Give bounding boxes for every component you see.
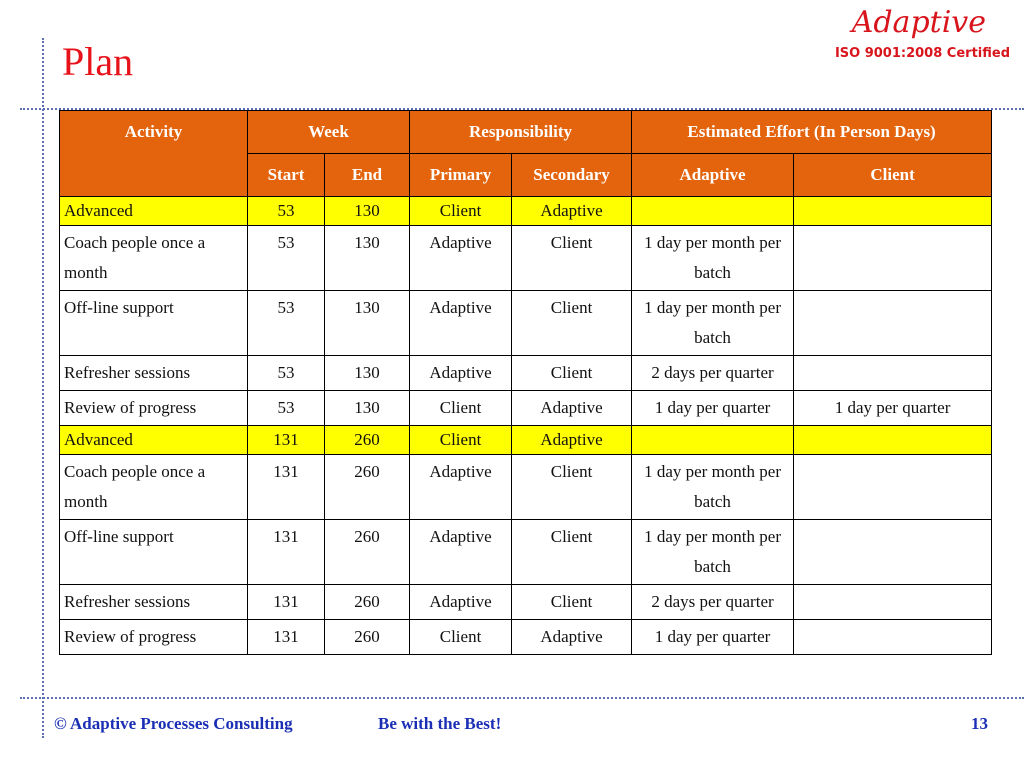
cell-secondary: Client [512, 356, 632, 391]
cell-effort-client [794, 291, 992, 356]
cell-secondary: Adaptive [512, 620, 632, 655]
cell-start: 53 [248, 391, 325, 426]
cell-end: 130 [325, 226, 410, 291]
cell-activity: Coach people once a month [60, 226, 248, 291]
cell-primary: Client [410, 197, 512, 226]
cell-activity: Advanced [60, 426, 248, 455]
cell-effort-adaptive: 2 days per quarter [632, 356, 794, 391]
cell-primary: Adaptive [410, 455, 512, 520]
cell-primary: Adaptive [410, 585, 512, 620]
page-number: 13 [971, 714, 988, 733]
cell-primary: Client [410, 620, 512, 655]
table-row [60, 391, 992, 426]
cell-secondary: Adaptive [512, 426, 632, 455]
cell-primary: Adaptive [410, 291, 512, 356]
cell-end: 260 [325, 455, 410, 520]
table-row [60, 585, 992, 620]
header-row-1 [60, 111, 992, 154]
left-dotted-guide [42, 38, 44, 738]
table-row [60, 356, 992, 391]
cell-secondary: Adaptive [512, 391, 632, 426]
cell-effort-adaptive [632, 426, 794, 455]
cell-start: 131 [248, 455, 325, 520]
cell-secondary: Client [512, 291, 632, 356]
cell-effort-adaptive: 1 day per month per batch [632, 520, 794, 585]
slide-title: Plan [62, 39, 134, 84]
cell-primary: Client [410, 391, 512, 426]
company-logo [835, 4, 1010, 61]
cell-start: 53 [248, 197, 325, 226]
cell-start: 53 [248, 226, 325, 291]
cell-activity: Review of progress [60, 620, 248, 655]
table-row [60, 620, 992, 655]
cell-start: 53 [248, 356, 325, 391]
cell-primary: Adaptive [410, 356, 512, 391]
header-effort-adaptive: Adaptive [632, 154, 794, 197]
cell-effort-client: 1 day per quarter [794, 391, 992, 426]
cell-effort-client [794, 226, 992, 291]
table-row-phase [60, 197, 992, 226]
cell-secondary: Client [512, 226, 632, 291]
cell-effort-adaptive: 1 day per month per batch [632, 291, 794, 356]
cell-primary: Adaptive [410, 226, 512, 291]
cell-effort-adaptive: 1 day per month per batch [632, 455, 794, 520]
cell-end: 260 [325, 426, 410, 455]
cell-effort-adaptive: 1 day per month per batch [632, 226, 794, 291]
header-start: Start [248, 154, 325, 197]
cell-effort-client [794, 585, 992, 620]
cell-effort-client [794, 520, 992, 585]
header-week: Week [248, 111, 410, 154]
plan-table [59, 110, 992, 655]
cell-primary: Client [410, 426, 512, 455]
header-activity: Activity [60, 111, 248, 197]
cell-activity: Coach people once a month [60, 455, 248, 520]
logo-wordmark: Adaptive [851, 5, 986, 40]
cell-activity: Review of progress [60, 391, 248, 426]
cell-effort-adaptive: 1 day per quarter [632, 391, 794, 426]
cell-end: 130 [325, 291, 410, 356]
footer-copyright: © Adaptive Processes Consulting [54, 714, 293, 733]
table-row [60, 520, 992, 585]
table-row-phase [60, 426, 992, 455]
cell-activity: Advanced [60, 197, 248, 226]
bottom-dotted-guide [20, 697, 1024, 699]
cell-primary: Adaptive [410, 520, 512, 585]
cell-end: 260 [325, 620, 410, 655]
cell-secondary: Client [512, 455, 632, 520]
cell-effort-adaptive: 2 days per quarter [632, 585, 794, 620]
cell-activity: Off-line support [60, 291, 248, 356]
cell-start: 131 [248, 520, 325, 585]
header-end: End [325, 154, 410, 197]
cell-end: 260 [325, 585, 410, 620]
cell-activity: Refresher sessions [60, 585, 248, 620]
table-row [60, 455, 992, 520]
cell-start: 131 [248, 585, 325, 620]
cell-end: 130 [325, 391, 410, 426]
cell-activity: Off-line support [60, 520, 248, 585]
header-effort-client: Client [794, 154, 992, 197]
table-row [60, 291, 992, 356]
header-secondary: Secondary [512, 154, 632, 197]
cell-effort-adaptive [632, 197, 794, 226]
cell-start: 131 [248, 620, 325, 655]
cell-effort-adaptive: 1 day per quarter [632, 620, 794, 655]
cell-effort-client [794, 426, 992, 455]
cell-effort-client [794, 356, 992, 391]
cell-secondary: Client [512, 520, 632, 585]
cell-end: 130 [325, 356, 410, 391]
cell-end: 260 [325, 520, 410, 585]
header-responsibility: Responsibility [410, 111, 632, 154]
cell-end: 130 [325, 197, 410, 226]
cell-effort-client [794, 455, 992, 520]
header-primary: Primary [410, 154, 512, 197]
cell-secondary: Adaptive [512, 197, 632, 226]
cell-secondary: Client [512, 585, 632, 620]
cell-activity: Refresher sessions [60, 356, 248, 391]
logo-certification: ISO 9001:2008 Certified [834, 46, 1010, 61]
table-row [60, 226, 992, 291]
cell-start: 53 [248, 291, 325, 356]
slide-footer [0, 714, 1024, 738]
footer-tagline: Be with the Best! [378, 714, 502, 733]
cell-effort-client [794, 620, 992, 655]
header-effort: Estimated Effort (In Person Days) [632, 111, 992, 154]
cell-start: 131 [248, 426, 325, 455]
cell-effort-client [794, 197, 992, 226]
